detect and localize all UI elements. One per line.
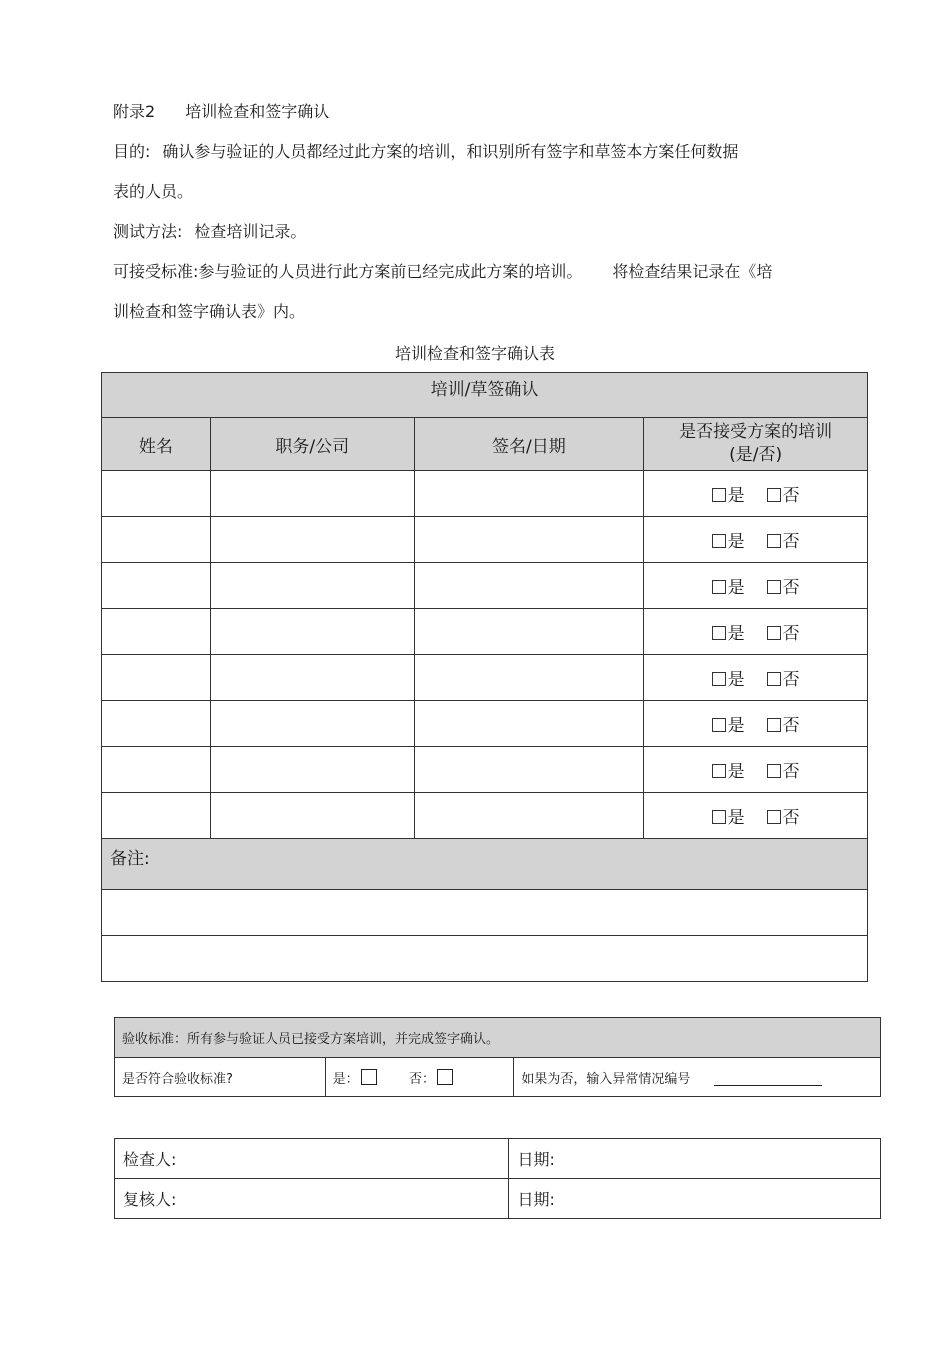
yes-label: 是	[727, 578, 745, 598]
signature-cell[interactable]	[414, 563, 644, 609]
no-label: 否	[782, 532, 800, 552]
no-option[interactable]	[767, 665, 800, 690]
remarks-line-2[interactable]	[102, 936, 868, 982]
yes-option[interactable]	[712, 527, 745, 552]
position-cell[interactable]	[210, 701, 414, 747]
trained-cell	[644, 517, 868, 563]
inspector-date-field[interactable]: 日期:	[509, 1139, 881, 1179]
position-cell[interactable]	[210, 471, 414, 517]
table-row	[102, 747, 868, 793]
trained-cell	[644, 471, 868, 517]
purpose-line-1	[113, 141, 738, 163]
remarks-label: 备注:	[102, 839, 868, 890]
no-option[interactable]	[767, 527, 800, 552]
no-label: 否	[782, 624, 800, 644]
column-header-trained-line2: (是/否)	[729, 445, 783, 465]
position-cell[interactable]	[210, 563, 414, 609]
acceptance-line-1	[113, 261, 772, 283]
signature-cell[interactable]	[414, 655, 644, 701]
deviation-cell	[514, 1058, 881, 1097]
position-cell[interactable]	[210, 793, 414, 839]
yes-label: 是	[727, 762, 745, 782]
yes-option[interactable]	[712, 619, 745, 644]
yes-checkbox[interactable]	[712, 580, 726, 594]
criteria-text: 验收标准：所有参与验证人员已接受方案培训，并完成签字确认。	[115, 1018, 881, 1058]
no-label: 否	[782, 578, 800, 598]
yes-label: 是	[727, 808, 745, 828]
acceptance-text-b: 将检查结果记录在《培	[612, 262, 773, 281]
form-caption: 培训检查和签字确认表	[394, 344, 555, 363]
position-cell[interactable]	[210, 517, 414, 563]
no-checkbox[interactable]	[767, 718, 781, 732]
name-cell[interactable]	[102, 655, 211, 701]
criteria-yes-label: 是：	[332, 1071, 359, 1087]
yes-option[interactable]	[712, 757, 745, 782]
yes-checkbox[interactable]	[712, 810, 726, 824]
test-method-line	[113, 221, 306, 243]
no-checkbox[interactable]	[767, 488, 781, 502]
position-cell[interactable]	[210, 655, 414, 701]
appendix-heading	[113, 101, 329, 123]
name-cell[interactable]	[102, 701, 211, 747]
test-method-label: 测试方法:	[113, 222, 183, 241]
section-title: 培训/草签确认	[102, 373, 868, 418]
column-header-position: 职务/公司	[210, 418, 414, 471]
no-label: 否	[782, 670, 800, 690]
appendix-title: 培训检查和签字确认	[185, 102, 330, 121]
name-cell[interactable]	[102, 563, 211, 609]
name-cell[interactable]	[102, 793, 211, 839]
yes-label: 是	[727, 532, 745, 552]
name-cell[interactable]	[102, 747, 211, 793]
inspector-field[interactable]: 检查人:	[115, 1139, 509, 1179]
test-method-text: 检查培训记录。	[194, 222, 307, 241]
acceptance-criteria-box	[114, 1017, 881, 1097]
no-label: 否	[782, 762, 800, 782]
yes-label: 是	[727, 486, 745, 506]
yes-checkbox[interactable]	[712, 534, 726, 548]
criteria-no-label: 否：	[408, 1071, 435, 1087]
criteria-no-checkbox[interactable]	[437, 1069, 453, 1085]
acceptance-label: 可接受标准:	[113, 262, 199, 281]
reviewer-field[interactable]: 复核人:	[115, 1179, 509, 1219]
yes-option[interactable]	[712, 803, 745, 828]
signature-cell[interactable]	[414, 471, 644, 517]
yes-option[interactable]	[712, 481, 745, 506]
criteria-choice	[325, 1058, 514, 1097]
signature-cell[interactable]	[414, 793, 644, 839]
purpose-label: 目的:	[113, 142, 151, 161]
yes-label: 是	[727, 670, 745, 690]
position-cell[interactable]	[210, 609, 414, 655]
criteria-question: 是否符合验收标准?	[115, 1058, 326, 1097]
no-option[interactable]	[767, 757, 800, 782]
no-checkbox[interactable]	[767, 626, 781, 640]
no-checkbox[interactable]	[767, 672, 781, 686]
name-cell[interactable]	[102, 517, 211, 563]
yes-option[interactable]	[712, 665, 745, 690]
yes-checkbox[interactable]	[712, 488, 726, 502]
yes-checkbox[interactable]	[712, 718, 726, 732]
signature-cell[interactable]	[414, 609, 644, 655]
criteria-yes-checkbox[interactable]	[361, 1069, 377, 1085]
yes-checkbox[interactable]	[712, 672, 726, 686]
reviewer-date-field[interactable]: 日期:	[509, 1179, 881, 1219]
no-label: 否	[782, 716, 800, 736]
table-row	[102, 701, 868, 747]
no-label: 否	[782, 486, 800, 506]
yes-checkbox[interactable]	[712, 764, 726, 778]
no-option[interactable]	[767, 711, 800, 736]
no-option[interactable]	[767, 481, 800, 506]
no-checkbox[interactable]	[767, 764, 781, 778]
column-header-trained-line1: 是否接受方案的培训	[679, 422, 833, 442]
trained-cell	[644, 609, 868, 655]
table-row	[102, 609, 868, 655]
signature-cell[interactable]	[414, 517, 644, 563]
acceptance-text: 参与验证的人员进行此方案前已经完成此方案的培训。	[198, 262, 583, 281]
no-checkbox[interactable]	[767, 580, 781, 594]
no-checkbox[interactable]	[767, 810, 781, 824]
yes-label: 是	[727, 716, 745, 736]
yes-label: 是	[727, 624, 745, 644]
purpose-line-2: 表的人员。	[113, 182, 194, 201]
yes-option[interactable]	[712, 711, 745, 736]
no-option[interactable]	[767, 619, 800, 644]
yes-checkbox[interactable]	[712, 626, 726, 640]
remarks-line-1[interactable]	[102, 890, 868, 936]
no-checkbox[interactable]	[767, 534, 781, 548]
no-option[interactable]	[767, 573, 800, 598]
name-cell[interactable]	[102, 471, 211, 517]
table-row	[102, 655, 868, 701]
deviation-number-field[interactable]	[714, 1085, 822, 1086]
table-row	[102, 793, 868, 839]
trained-cell	[644, 793, 868, 839]
no-option[interactable]	[767, 803, 800, 828]
table-row	[102, 517, 868, 563]
training-signature-table	[101, 372, 868, 982]
name-cell[interactable]	[102, 609, 211, 655]
column-header-trained	[644, 418, 868, 471]
position-cell[interactable]	[210, 747, 414, 793]
no-label: 否	[782, 808, 800, 828]
table-row	[102, 471, 868, 517]
signoff-table	[114, 1138, 881, 1219]
appendix-number: 附录2	[113, 102, 156, 121]
table-row	[102, 563, 868, 609]
acceptance-line-2: 训检查和签字确认表》内。	[113, 302, 306, 321]
column-header-signature: 签名/日期	[414, 418, 644, 471]
column-header-name: 姓名	[102, 418, 211, 471]
trained-cell	[644, 563, 868, 609]
trained-cell	[644, 655, 868, 701]
yes-option[interactable]	[712, 573, 745, 598]
trained-cell	[644, 701, 868, 747]
purpose-text: 确认参与验证的人员都经过此方案的培训，和识别所有签字和草签本方案任何数据	[162, 142, 739, 161]
signature-cell[interactable]	[414, 747, 644, 793]
signature-cell[interactable]	[414, 701, 644, 747]
deviation-label: 如果为否，输入异常情况编号	[521, 1071, 691, 1087]
trained-cell	[644, 747, 868, 793]
